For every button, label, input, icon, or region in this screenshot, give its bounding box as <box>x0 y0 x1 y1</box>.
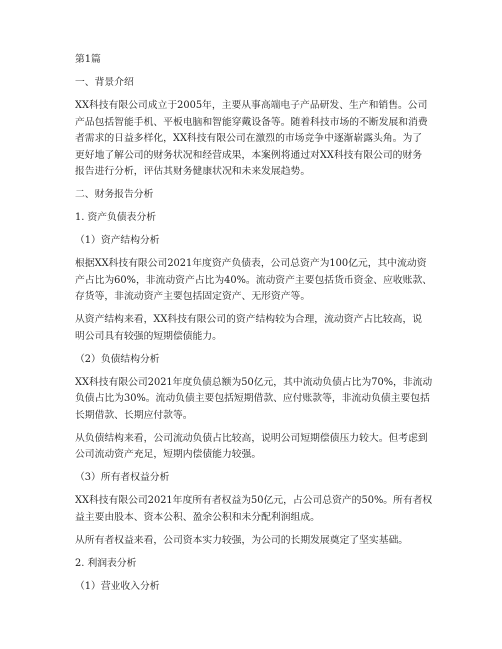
body-paragraph <box>75 256 433 306</box>
text-line: 产占比为60%，非流动资产占比为40%。流动资产主要包括货币资金、应收账款、 <box>75 274 433 286</box>
text-line: 益主要由股本、资本公积、盈余公积和未分配利润组成。 <box>75 511 320 523</box>
section-heading <box>75 210 430 227</box>
text-line: 产品包括智能手机、平板电脑和智能穿戴设备等。随着科技市场的不断发展和消费 <box>75 116 428 128</box>
text-line: 从负债结构来看，公司流动负债占比较高，说明公司短期偿债压力较大。但考虑到 <box>75 432 428 444</box>
text-line: 负债占比为30%。流动负债主要包括短期借款、应付账款等，非流动负债主要包括 <box>75 393 430 404</box>
section-heading <box>75 579 430 596</box>
text-line: XX科技有限公司2021年度所有者权益为50亿元，占公司总资产的50%。所有者权 <box>75 495 433 506</box>
section-heading <box>75 75 430 92</box>
section-heading <box>75 470 430 487</box>
body-paragraph <box>75 493 433 526</box>
text-line: 报告进行分析，评估其财务健康状况和未来发展趋势。 <box>75 166 311 177</box>
text-line: （3）所有者权益分析 <box>75 472 170 483</box>
text-line: 公司流动资产充足，短期内偿债能力较强。 <box>75 449 262 460</box>
text-line: 明公司具有较强的短期偿债能力。 <box>75 330 222 342</box>
text-line: （1）营业收入分析 <box>75 580 160 592</box>
text-line: XX科技有限公司2021年度负债总额为50亿元，其中流动负债占比为70%，非流动 <box>75 376 433 388</box>
text-line: 一、背景介绍 <box>75 77 134 88</box>
section-heading <box>75 352 430 369</box>
text-line: 1. 资产负债表分析 <box>75 212 157 223</box>
text-line: 从资产结构来看，XX科技有限公司的资产结构较为合理，流动资产占比较高，说 <box>75 314 423 325</box>
section-heading <box>75 556 430 573</box>
text-line: 更好地了解公司的财务状况和经营成果，本案例将通过对XX科技有限公司的财务 <box>75 149 423 161</box>
text-line: 二、财务报告分析 <box>75 189 154 200</box>
document-body <box>75 52 433 602</box>
text-line: 长期借款、长期应付款等。 <box>75 409 193 421</box>
section-heading <box>75 233 430 250</box>
text-line: （1）资产结构分析 <box>75 235 160 246</box>
text-line: 者需求的日益多样化，XX科技有限公司在激烈的市场竞争中逐渐崭露头角。为了 <box>75 133 423 144</box>
text-line: 第1篇 <box>75 54 101 65</box>
section-heading <box>75 187 430 204</box>
text-line: （2）负债结构分析 <box>75 353 160 365</box>
body-paragraph <box>75 312 430 345</box>
body-paragraph <box>75 98 430 181</box>
body-paragraph <box>75 533 430 550</box>
body-paragraph <box>75 431 430 464</box>
text-line: XX科技有限公司成立于2005年，主要从事高端电子产品研发、生产和销售。公司 <box>75 100 428 111</box>
body-paragraph <box>75 375 433 425</box>
text-line: 2. 利润表分析 <box>75 557 137 569</box>
section-heading <box>75 52 430 69</box>
text-line: 从所有者权益来看，公司资本实力较强，为公司的长期发展奠定了坚实基础。 <box>75 534 409 546</box>
text-line: 存货等，非流动资产主要包括固定资产、无形资产等。 <box>75 291 311 302</box>
text-line: 根据XX科技有限公司2021年度资产负债表，公司总资产为100亿元，其中流动资 <box>75 258 427 269</box>
